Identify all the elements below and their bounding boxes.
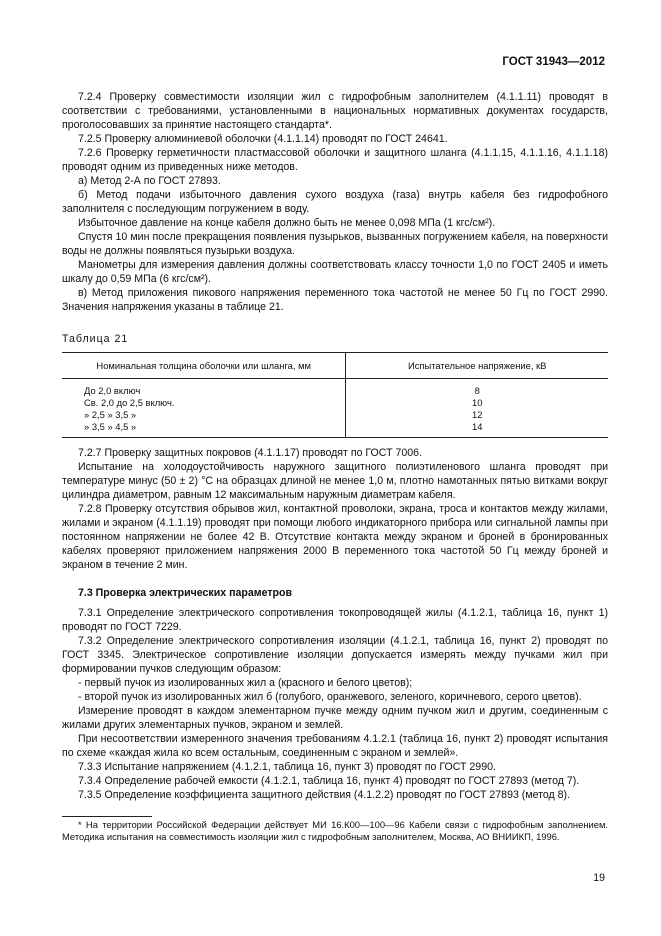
- page-body: [62, 90, 608, 843]
- paragraph-method-a: а) Метод 2-А по ГОСТ 27893.: [78, 175, 221, 187]
- table-cell-voltage: 12: [471, 409, 483, 420]
- table-21: [62, 352, 608, 438]
- page-number: 19: [593, 872, 605, 884]
- paragraph-measurement: Измерение проводят в каждом элементарном пучке между одним пучком жил и другим, соединенным с жилами других элементарных пучков, экраном и землей.: [62, 705, 608, 731]
- table-cell-voltage: 10: [471, 397, 483, 408]
- paragraph-7-2-4: 7.2.4 Проверку совместимости изоляции жил с гидрофобным заполнителем (4.1.1.11) проводят в соответствии с требованиями, установленными в национальных нормативных документах государств, проголосовавших за принятие настоящего стандарта*.: [62, 91, 608, 131]
- paragraph-7-2-7: 7.2.7 Проверку защитных покровов (4.1.1.17) проводят по ГОСТ 7006.: [78, 447, 423, 459]
- paragraph-7-2-5: 7.2.5 Проверку алюминиевой оболочки (4.1.1.14) проводят по ГОСТ 24641.: [78, 133, 448, 145]
- paragraph-pressure: Избыточное давление на конце кабеля должно быть не менее 0,098 МПа (1 кгс/см²).: [78, 217, 496, 229]
- table-row: [62, 409, 608, 421]
- paragraph-7-3-2: 7.3.2 Определение электрического сопротивления изоляции (4.1.2.1, таблица 16, пункт 2) проводят по ГОСТ 3345. Электрическое сопротивление изоляции допускается измерять между пучками жил при формировании пучков следующим образом:: [62, 635, 608, 675]
- paragraph-7-3-3: 7.3.3 Испытание напряжением (4.1.2.1, таблица 16, пункт 3) проводят по ГОСТ 2990.: [78, 761, 496, 773]
- document-code-header: ГОСТ 31943—2012: [502, 56, 605, 68]
- paragraph-method-b: б) Метод подачи избыточного давления сухого воздуха (газа) внутрь кабеля без гидрофобного заполнителя с последующим погружением в воду.: [62, 189, 608, 215]
- table-header-voltage: Испытательное напряжение, кВ: [346, 353, 608, 379]
- footnote: * На территории Российской Федерации действует МИ 16.К00—100—96 Кабели связи с гидрофобным заполнением. Методика испытания на совместимость изоляции жил с гидрофобным заполнителем, Москва, АО ВНИИКП, 1996.: [62, 819, 608, 842]
- table-caption: Таблица 21: [62, 333, 129, 345]
- table-cell-voltage: 8: [474, 385, 480, 396]
- table-header-thickness: Номинальная толщина оболочки или шланга, мм: [62, 353, 346, 379]
- paragraph-7-3-5: 7.3.5 Определение коэффициента защитного действия (4.1.2.2) проводят по ГОСТ 27893 (метод 8).: [78, 789, 571, 801]
- table-cell-thickness: » 3,5 » 4,5 »: [62, 421, 346, 438]
- table-cell-voltage: 14: [346, 421, 608, 438]
- paragraph-7-2-6: 7.2.6 Проверку герметичности пластмассовой оболочки и защитного шланга (4.1.1.15, 4.1.1.16, 4.1.1.18) проводят одним из приведенных ниже методов.: [62, 147, 608, 173]
- paragraph-7-3-4: 7.3.4 Определение рабочей емкости (4.1.2.1, таблица 16, пункт 4) проводят по ГОСТ 27893 (метод 7).: [78, 775, 580, 787]
- paragraph-nonconformity: При несоответствии измеренного значения требованиям 4.1.2.1 (таблица 16, пункт 2) проводят испытания по схеме «каждая жила ко всем остальным, соединенным с экраном и землей».: [62, 733, 608, 759]
- paragraph-cold-resistance: Испытание на холодоустойчивость наружного защитного полиэтиленового шланга проводят при температуре минус (50 ± 2) °С на образцах длиной не менее 1,0 м, плотно намотанных пятью витками вокруг цилиндра диаметром, равным 12 максимальным наружным диаметрам кабеля.: [62, 461, 608, 501]
- paragraph-bundle-b: - второй пучок из изолированных жил б (голубого, оранжевого, зеленого, коричневого, серого цветов).: [78, 691, 582, 703]
- table-row: [62, 397, 608, 409]
- paragraph-7-2-8: 7.2.8 Проверку отсутствия обрывов жил, контактной проволоки, экрана, троса и контактов между жилами, жилами и экраном (4.1.1.19) проводят при помощи любого индикаторного прибора или сигнальной лампы при постоянном напряжении не более 42 В. Отсутствие контакта между экраном и броней в бронированных кабелях проверяют приложением напряжения 2000 В переменного тока частотой 50 Гц между броней и экраном в течение 2 мин.: [62, 503, 608, 571]
- table-cell-thickness: Св. 2,0 до 2,5 включ.: [62, 397, 346, 409]
- table-cell-thickness: » 2,5 » 3,5 »: [62, 409, 346, 421]
- table-row: [62, 421, 608, 438]
- table-cell-thickness: До 2,0 включ: [62, 379, 346, 398]
- section-title-7-3: 7.3 Проверка электрических параметров: [78, 587, 292, 599]
- paragraph-method-v: в) Метод приложения пикового напряжения переменного тока частотой не менее 50 Гц по ГОСТ 2990. Значения напряжения указаны в таблице 21.: [62, 287, 608, 313]
- paragraph-7-3-1: 7.3.1 Определение электрического сопротивления токопроводящей жилы (4.1.2.1, таблица 16, пункт 1) проводят по ГОСТ 7229.: [62, 607, 608, 633]
- paragraph-bundle-a: - первый пучок из изолированных жил а (красного и белого цветов);: [78, 677, 413, 689]
- paragraph-manometers: Манометры для измерения давления должны соответствовать классу точности 1,0 по ГОСТ 2405 и иметь шкалу до 0,59 МПа (6 кгс/см²).: [62, 259, 608, 285]
- paragraph-bubbles: Спустя 10 мин после прекращения появления пузырьков, вызванных погружением кабеля, на поверхности воды не должны появляться пузырьки воздуха.: [62, 231, 608, 257]
- table-row: [62, 379, 608, 398]
- footnote-divider: [62, 816, 152, 817]
